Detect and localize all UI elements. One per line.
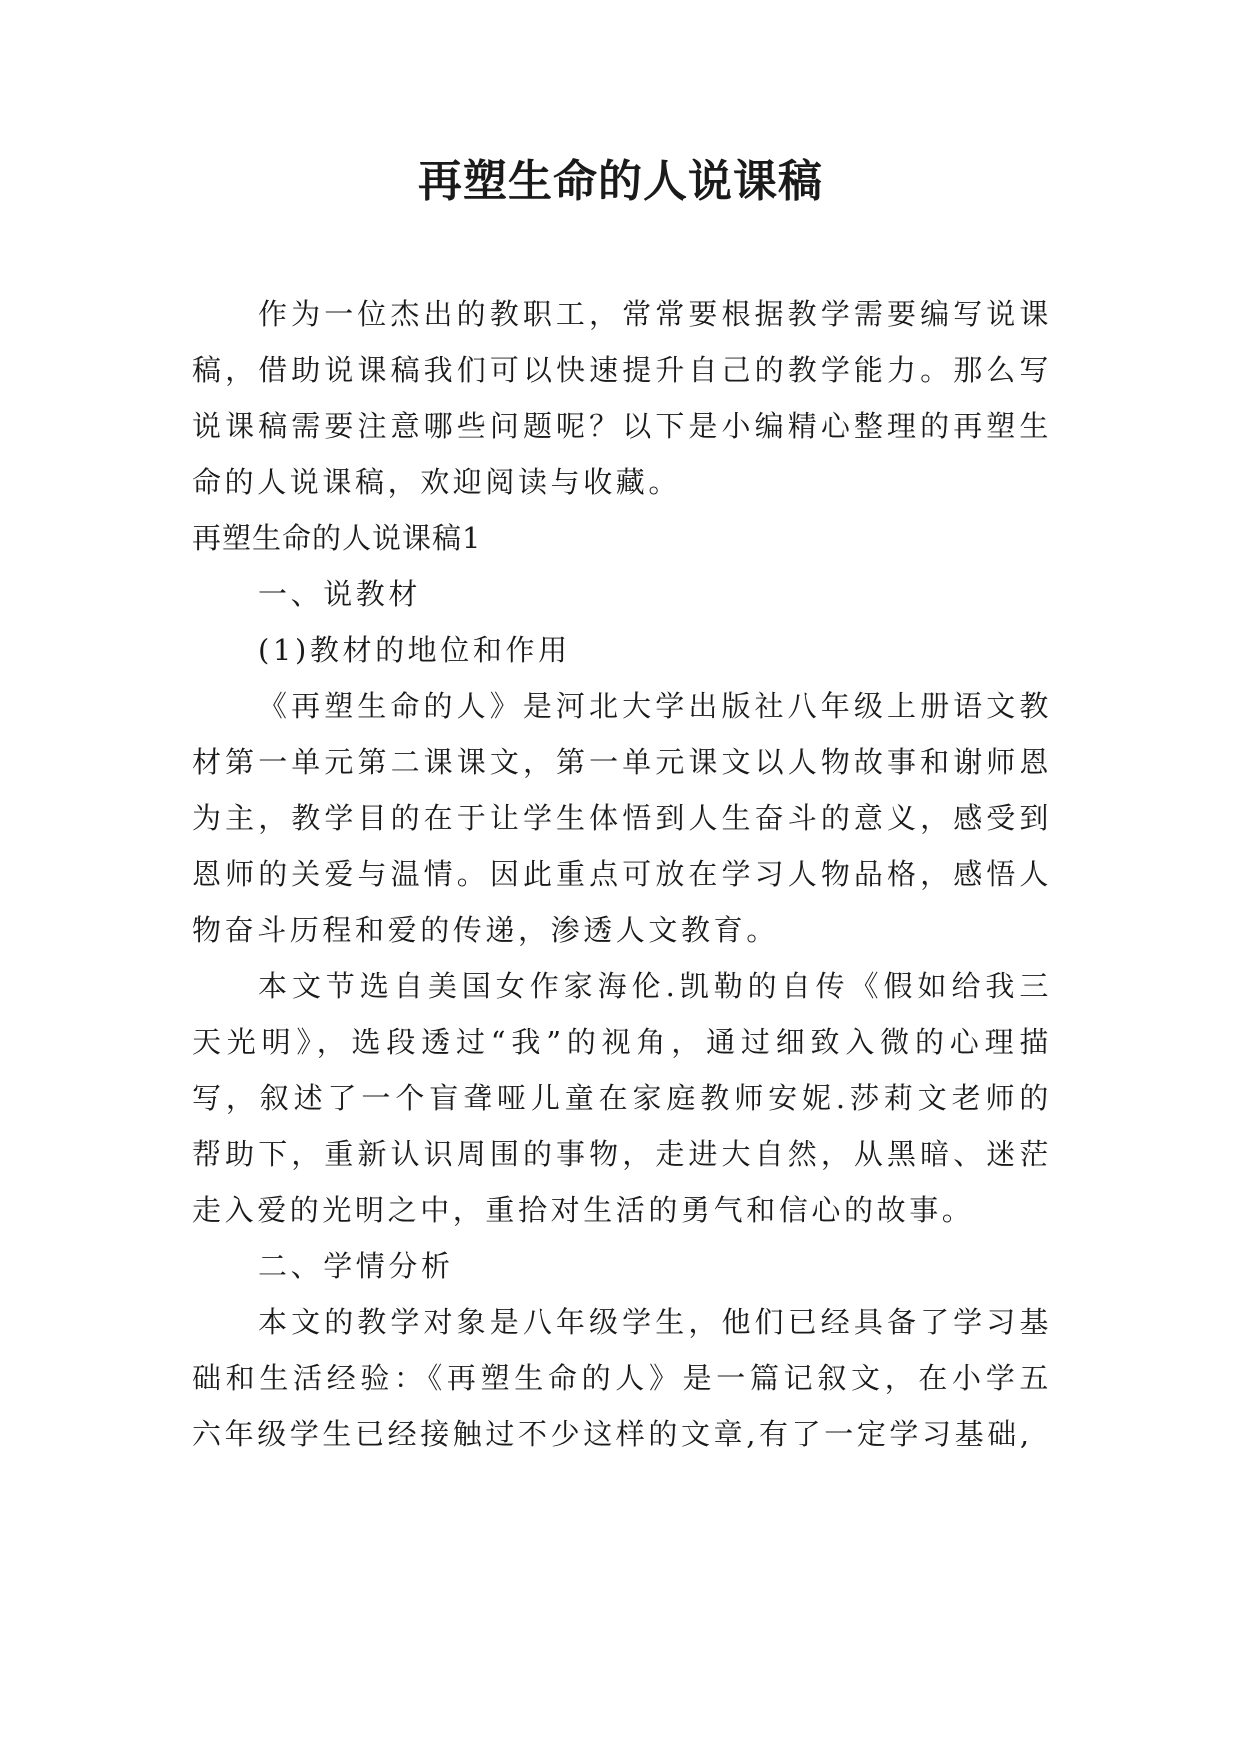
subheading-role-of-material: (1)教材的地位和作用 [258, 633, 571, 667]
intro-paragraph: 作为一位杰出的教职工，常常要根据教学需要编写说课稿，借助说课稿我们可以快速提升自己的教学能力。那么写说课稿需要注意哪些问题呢？以下是小编精心整理的再塑生命的人说课稿，欢迎阅读与收藏。 [192, 297, 1052, 499]
section-title: 再塑生命的人说课稿1 [192, 521, 482, 555]
paragraph-student-analysis: 本文的教学对象是八年级学生，他们已经具备了学习基础和生活经验：《再塑生命的人》是一篇记叙文，在小学五六年级学生已经接触过不少这样的文章,有了一定学习基础, [192, 1305, 1052, 1451]
heading-teaching-material: 一、说教材 [258, 577, 422, 611]
paragraph-text-source: 本文节选自美国女作家海伦.凯勒的自传《假如给我三天光明》，选段透过“我”的视角，通过细致入微的心理描写，叙述了一个盲聋哑儿童在家庭教师安妮.莎莉文老师的帮助下，重新认识周围的事物，走进大自然，从黑暗、迷茫走入爱的光明之中，重拾对生活的勇气和信心的故事。 [192, 969, 1052, 1227]
document-body [192, 286, 1052, 1462]
document-title: 再塑生命的人说课稿 [418, 156, 823, 207]
heading-student-analysis: 二、学情分析 [258, 1249, 454, 1283]
paragraph-material-position: 《再塑生命的人》是河北大学出版社八年级上册语文教材第一单元第二课课文，第一单元课文以人物故事和谢师恩为主，教学目的在于让学生体悟到人生奋斗的意义，感受到恩师的关爱与温情。因此重点可放在学习人物品格，感悟人物奋斗历程和爱的传递，渗透人文教育。 [192, 689, 1052, 947]
